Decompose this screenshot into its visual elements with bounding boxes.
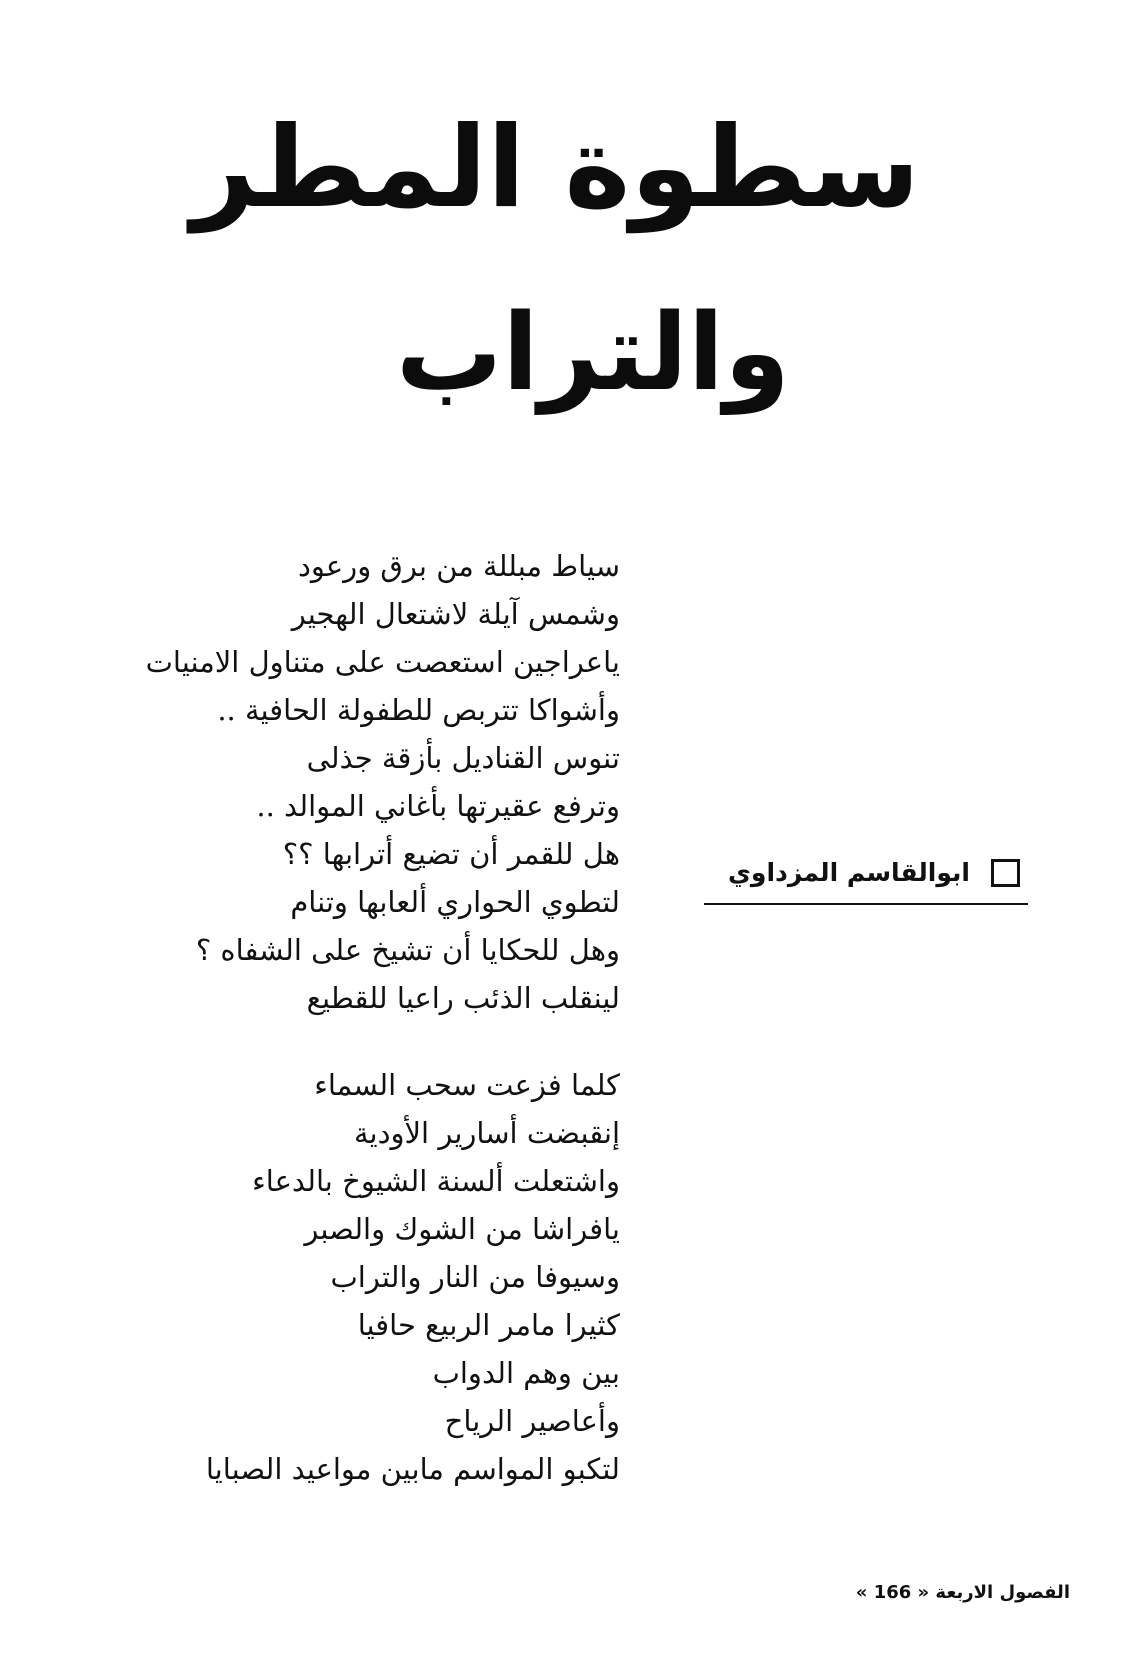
verse-line: كلما فزعت سحب السماء	[314, 1068, 620, 1102]
verse-line: هل للقمر أن تضيع أترابها ؟؟	[282, 837, 620, 871]
author-name: ابوالقاسم المزداوي	[728, 858, 970, 887]
verse-line: إنقبضت أسارير الأودية	[353, 1116, 620, 1150]
page-title-line-2: والتراب	[395, 291, 790, 414]
verse-line: وهل للحكايا أن تشيخ على الشفاه ؟	[195, 933, 620, 967]
verse-line: وأشواكا تتربص للطفولة الحافية ..	[217, 693, 620, 727]
verse-line: وأعاصير الرياح	[444, 1404, 620, 1438]
verse-line: تنوس القناديل بأزقة جذلى	[306, 741, 620, 775]
author-underline	[704, 903, 1028, 905]
verse-line: لتكبو المواسم مابين مواعيد الصبايا	[205, 1452, 620, 1486]
page-title-line-1: سطوة المطر	[191, 103, 920, 233]
verse-line: وترفع عقيرتها بأغاني الموالد ..	[256, 789, 620, 823]
poem-text	[145, 542, 620, 1493]
verse-line: بين وهم الدواب	[432, 1356, 620, 1390]
page-footer: الفصول الاربعة « 166 »	[855, 1582, 1070, 1603]
verse-line: سياط مبللة من برق ورعود	[297, 549, 620, 583]
verse-line: واشتعلت ألسنة الشيوخ بالدعاء	[252, 1164, 620, 1198]
verse-line: ياعراجين استعصت على متناول الامنيات	[145, 645, 620, 679]
verse-line: وسيوفا من النار والتراب	[330, 1260, 620, 1294]
verse-line: يافراشا من الشوك والصبر	[304, 1212, 620, 1246]
author-byline	[704, 853, 1028, 909]
poem-stanza-1	[145, 542, 620, 1022]
square-marker-icon	[991, 859, 1020, 887]
verse-line: كثيرا مامر الربيع حافيا	[357, 1308, 620, 1342]
verse-line: وشمس آيلة لاشتعال الهجير	[291, 597, 620, 631]
verse-line: لينقلب الذئب راعيا للقطيع	[306, 981, 620, 1015]
poem-stanza-2	[150, 1061, 620, 1493]
verse-line: لتطوي الحواري ألعابها وتنام	[290, 885, 620, 919]
